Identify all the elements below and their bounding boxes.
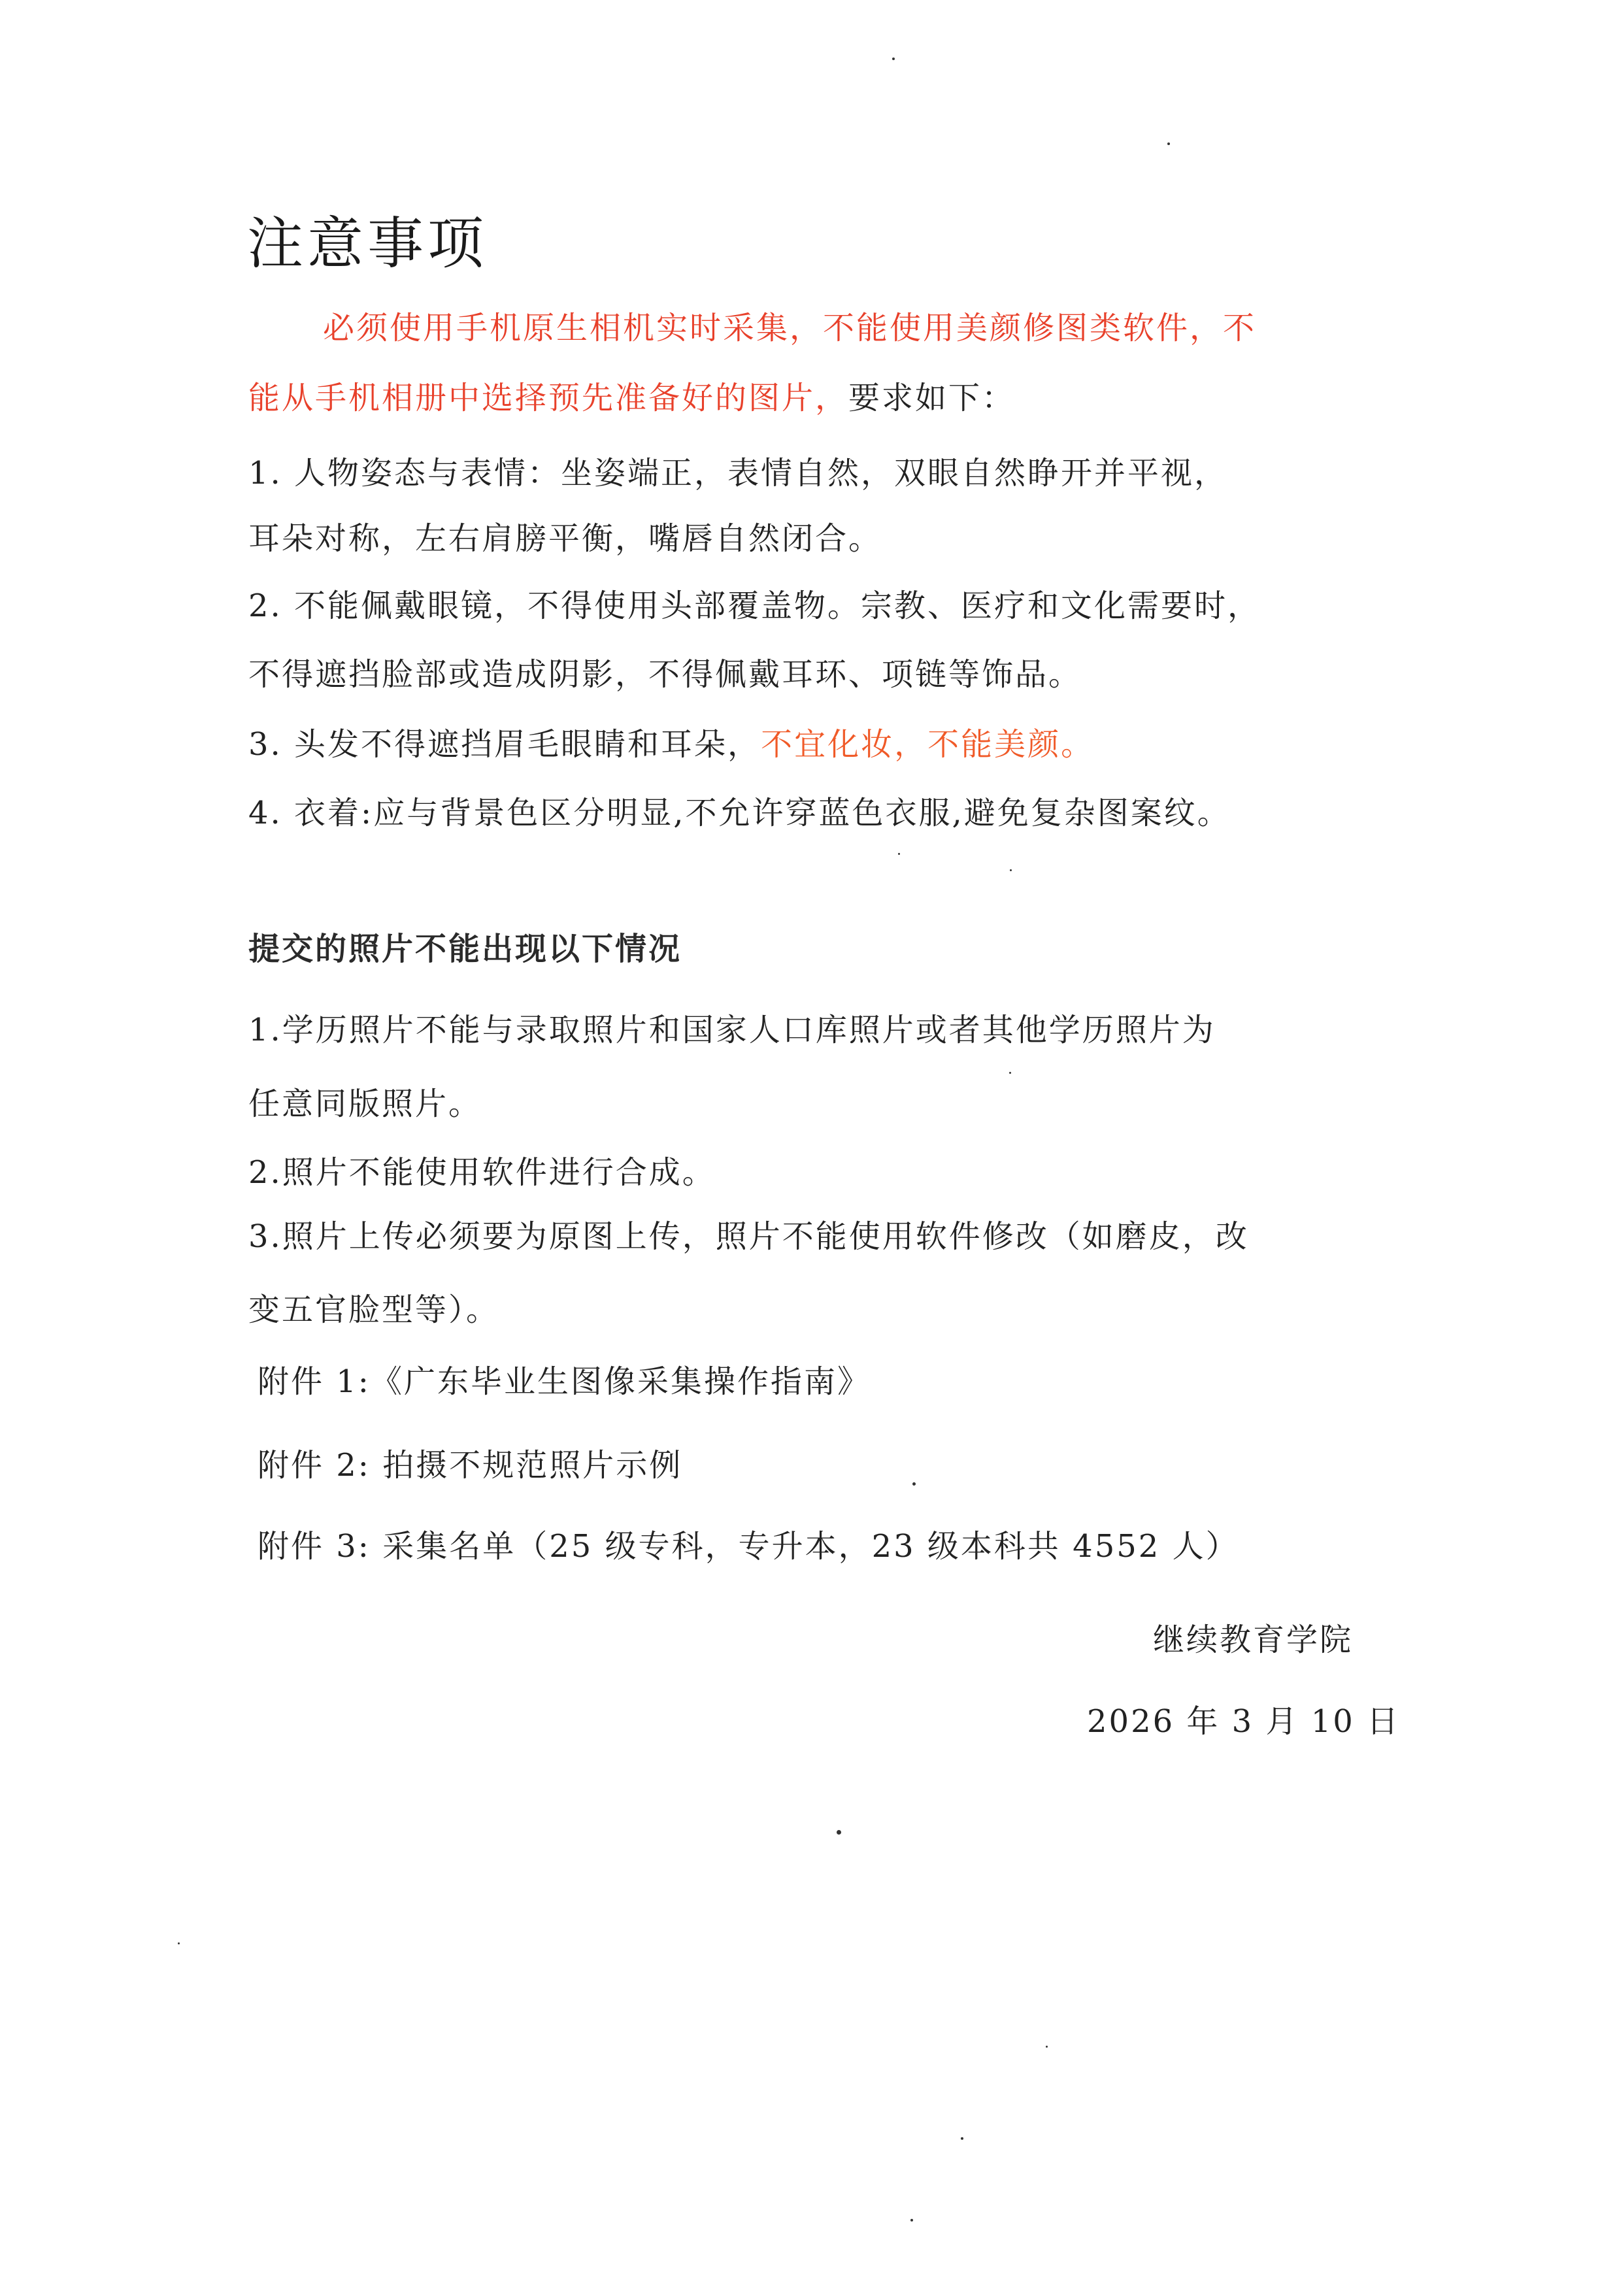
requirement-1-line-1: 1. 人物姿态与表情：坐姿端正，表情自然，双眼自然睁开并平视， (248, 455, 1228, 491)
signature-date: 2026 年 3 月 10 日 (1087, 1703, 1401, 1740)
section2-item-2-line: 2.照片不能使用软件进行合成。 (248, 1154, 716, 1191)
scan-speck (1009, 1072, 1011, 1074)
requirement-3-text: 3. 头发不得遮挡眉毛眼睛和耳朵， (248, 726, 761, 763)
section2-heading: 提交的照片不能出现以下情况 (248, 931, 682, 967)
intro-red-line-1: 必须使用手机原生相机实时采集，不能使用美颜修图类软件，不 (323, 310, 1257, 346)
intro-black-tail: 要求如下： (848, 380, 1016, 416)
requirement-2-line-1: 2. 不能佩戴眼镜，不得使用头部覆盖物。宗教、医疗和文化需要时， (248, 588, 1261, 624)
scan-speck (837, 1830, 841, 1835)
section2-item-1-line-1: 1.学历照片不能与录取照片和国家人口库照片或者其他学历照片为 (248, 1012, 1216, 1048)
intro-line-2 (248, 382, 1015, 414)
attachment-3: 附件 3: 采集名单（25 级专科，专升本，23 级本科共 4552 人） (258, 1528, 1239, 1565)
requirement-4-line: 4. 衣着:应与背景色区分明显,不允许穿蓝色衣服,避免复杂图案纹。 (248, 795, 1231, 831)
section2-item-1-line-2: 任意同版照片。 (248, 1086, 482, 1122)
section2-item-3-line-1: 3.照片上传必须要为原图上传，照片不能使用软件修改（如磨皮，改 (248, 1218, 1249, 1255)
section2-item-3-line-2: 变五官脸型等）。 (248, 1291, 500, 1328)
scan-speck (961, 2137, 963, 2140)
requirement-3-line (248, 726, 1095, 763)
scan-speck (1046, 2046, 1048, 2048)
scan-speck (910, 2219, 913, 2221)
scan-speck (1167, 142, 1170, 145)
signature-org: 继续教育学院 (1153, 1622, 1354, 1658)
scan-speck (898, 853, 900, 855)
attachment-2: 附件 2: 拍摄不规范照片示例 (258, 1447, 683, 1484)
intro-red-line-2: 能从手机相册中选择预先准备好的图片， (248, 380, 849, 416)
requirement-2-line-2: 不得遮挡脸部或造成阴影，不得佩戴耳环、项链等饰品。 (248, 656, 1082, 693)
requirement-1-line-2: 耳朵对称，左右肩膀平衡，嘴唇自然闭合。 (248, 520, 882, 557)
scan-speck (892, 58, 895, 60)
page-title: 注意事项 (247, 211, 488, 276)
attachment-1: 附件 1:《广东毕业生图像采集操作指南》 (258, 1363, 871, 1400)
requirement-3-highlight: 不宜化妆，不能美颜。 (761, 726, 1095, 763)
scan-speck (912, 1482, 916, 1486)
scan-speck (178, 1942, 180, 1944)
scan-speck (1010, 869, 1012, 871)
